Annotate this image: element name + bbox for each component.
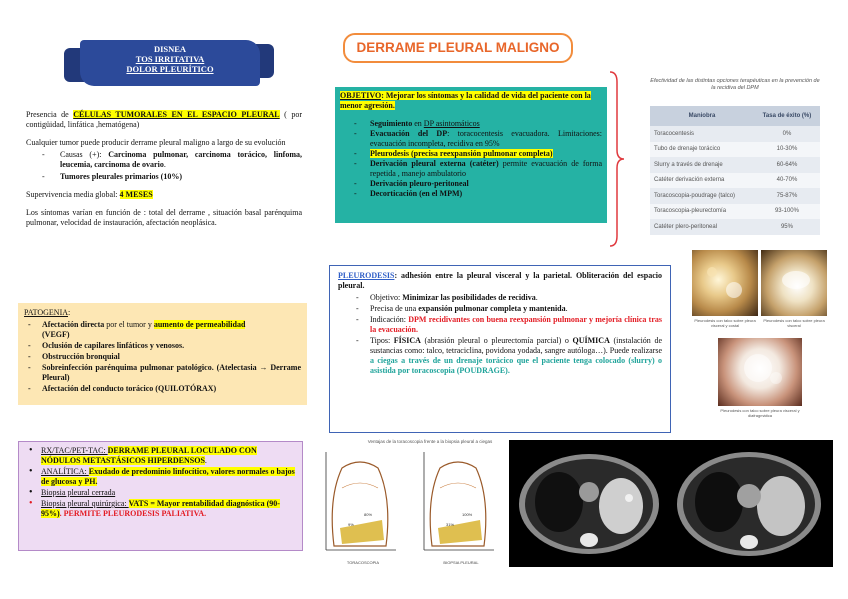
effectiveness-table: [650, 106, 820, 235]
symptom-dyspnea: DISNEA: [153, 44, 187, 54]
diagrams-caption: Ventajas de la toracoscopia frente a la biopsia pleural a ciegas: [367, 439, 493, 444]
pathogenesis-item: - Sobreinfección parénquima pulmonar patológico. (Atelectasia → Derrame Pleural): [28, 363, 301, 383]
diagnosis-box: [18, 441, 303, 551]
intro-section: [26, 110, 302, 236]
diagnosis-item-surgical-biopsy: • Biopsia pleural quirúrgica: VATS = Mayor rentabilidad diagnóstica (90-95%). PERMITE PLEURODESIS PALIATIVA.: [29, 499, 296, 519]
pathogenesis-heading: PATOGENIA:: [24, 308, 71, 317]
symptom-cough: TOS IRRITATIVA: [135, 54, 205, 64]
survival: Supervivencia media global: 4 MESES: [26, 190, 153, 199]
endoscopy-image-1-detail: [692, 250, 758, 316]
endoscopy-image-3-detail: [718, 338, 802, 406]
objective-item: - Derivación pleural externa (catéter) permite evacuación de forma repetida , manejo ambulatorio: [354, 159, 602, 179]
objective-item: - Derivación pleuro-peritoneal: [354, 179, 602, 189]
page-title: DERRAME PLEURAL MALIGNO: [343, 33, 573, 63]
pathogenesis-item: - Obstrucción bronquial: [28, 352, 301, 362]
col-success: Tasa de éxito (%): [754, 106, 820, 126]
ct-scans: [509, 440, 833, 567]
pct-right-1: 100%: [462, 512, 473, 517]
table-row: Catéter derivación externa 40-70%: [650, 173, 820, 189]
table-row: Toracoscopia-poudrage (talco) 75-87%: [650, 188, 820, 204]
endoscopy-caption-2: Pleurodesis con talco sobre pleura visceral: [763, 318, 825, 328]
objective-heading: OBJETIVO: Mejorar los síntomas y la calidad de vida del paciente con la menor agresión.: [340, 91, 591, 110]
table-header-row: [650, 106, 820, 126]
diagnosis-item-closed-biopsy: • Biopsia pleural cerrada: [29, 488, 296, 498]
ct-scan-left: [519, 454, 659, 554]
objective-item: - Decorticación (en el MPM): [354, 189, 602, 199]
objective-box: [335, 87, 607, 223]
objective-item: - Evacuación del DP: toracocentesis evacuadora. Limitaciones: evacuación incompleta, recidiva en 95%: [354, 129, 602, 149]
thoracoscopy-label: TORACOSCOPIA: [346, 560, 380, 565]
objective-item: - Pleurodesis (precisa reexpansión pulmonar completa): [354, 149, 602, 159]
pleurodesis-box: [329, 265, 671, 433]
table-row: Toracocentesis 0%: [650, 126, 820, 142]
endoscopy-image-2-detail: [761, 250, 827, 316]
table-row: Tubo de drenaje torácico 10-30%: [650, 142, 820, 158]
pathogenesis-item: - Afectación directa por el tumor y aumento de permeabilidad (VEGF): [28, 320, 301, 340]
table-row: Toracoscopia-pleurectomía 93-100%: [650, 204, 820, 220]
ct-scan-images: [509, 440, 833, 567]
endoscopy-image-1: [692, 250, 758, 316]
symptom-pain: DOLOR PLEURÍTICO: [126, 64, 214, 74]
pct-left-1: 80%: [364, 512, 373, 517]
pleurodesis-requirement: - Precisa de una expansión pulmonar completa y mantenida.: [356, 304, 662, 314]
symptom-factors: Los síntomas varían en función de : total del derrame , situación basal parénquima pulmonar, velocidad de instauración, afectación neoplásica.: [26, 208, 302, 227]
intro-definition: Presencia de CÉLULAS TUMORALES EN EL ESPACIO PLEURAL ( por contigüidad, linfática ,hematógena): [26, 110, 303, 129]
endoscopy-image-3: [718, 338, 802, 406]
biopsy-diagram: [418, 448, 498, 558]
pct-left-2: 9%: [348, 522, 354, 527]
primary-tumors-item: - Tumores pleurales primarios (10%): [42, 172, 302, 182]
intro-causes: Cualquier tumor puede producir derrame pleural maligno a largo de su evolución - Causas (+): Carcinoma pulmonar, carcinoma torácico, linfoma, leucemia, carcinoma de ovario. - Tumores pleurales primarios (10%): [26, 138, 302, 182]
pleurodesis-types: - Tipos: FÍSICA (abrasión pleural o pleurectomía parcial) o QUÍMICA (instalación de sustancias como: talco, tetraciclina, povidona yodada, sangre autóloga…). Puede realizarse a ciegas a través de un drenaje torácico que el paciente tenga colocado (slurry) o asistida por toracoscopia (POUDRAGE).: [356, 336, 662, 376]
diagnosis-item-lab: • ANALÍTICA: Exudado de predominio linfocítico, valores normales o bajos de glucosa y PH.: [29, 467, 296, 487]
table-row: Slurry a través de drenaje 60-64%: [650, 157, 820, 173]
endoscopy-image-2: [761, 250, 827, 316]
col-maneuver: Maniobra: [650, 106, 754, 126]
table-row: Catéter plero-peritoneal 95%: [650, 219, 820, 235]
objective-item: - Seguimiento en DP asintomáticos: [354, 119, 602, 129]
pathogenesis-item: - Oclusión de capilares linfáticos y venosos.: [28, 341, 301, 351]
brace-connector: [608, 70, 626, 248]
effectiveness-caption: Efectividad de las distintas opciones terapéuticas en la prevención de la recidiva del DPM: [650, 78, 820, 91]
symptoms-ribbon: [80, 40, 260, 86]
tumor-cells-highlight: CÉLULAS TUMORALES EN EL ESPACIO PLEURAL: [73, 110, 280, 119]
pathogenesis-box: [18, 303, 307, 405]
pleurodesis-indication: - Indicación: DPM recidivantes con buena reexpansión pulmonar y mejoría clínica tras la evacuación.: [356, 315, 662, 335]
causes-item: - Causas (+): Carcinoma pulmonar, carcinoma torácico, linfoma, leucemia, carcinoma de ovario.: [42, 150, 302, 170]
pathogenesis-item: - Afectación del conducto torácico (QUILOTÓRAX): [28, 384, 301, 394]
biopsy-label: BIOPSIA PLEURAL: [443, 560, 479, 565]
endoscopy-caption-3: Pleurodesis con talco sobre pleura visceral y diafragmática: [720, 408, 800, 418]
pleurodesis-definition: PLEURODESIS: adhesión entre la pleural visceral y la parietal. Obliteración del espacio pleural.: [338, 271, 662, 290]
pct-right-2: 31%: [446, 522, 455, 527]
endoscopy-caption-1: Pleurodesis con talco sobre pleura visceral y costal: [694, 318, 756, 328]
pleurodesis-objective: - Objetivo: Minimizar las posibilidades de recidiva.: [356, 293, 662, 303]
ct-scan-right: [677, 452, 821, 556]
thoracoscopy-diagram: [320, 448, 400, 558]
diagnosis-item-imaging: • RX/TAC/PET-TAC: DERRAME PLEURAL LOCULADO CON NÓDULOS METASTÁSICOS HIPERDENSOS.: [29, 446, 296, 466]
